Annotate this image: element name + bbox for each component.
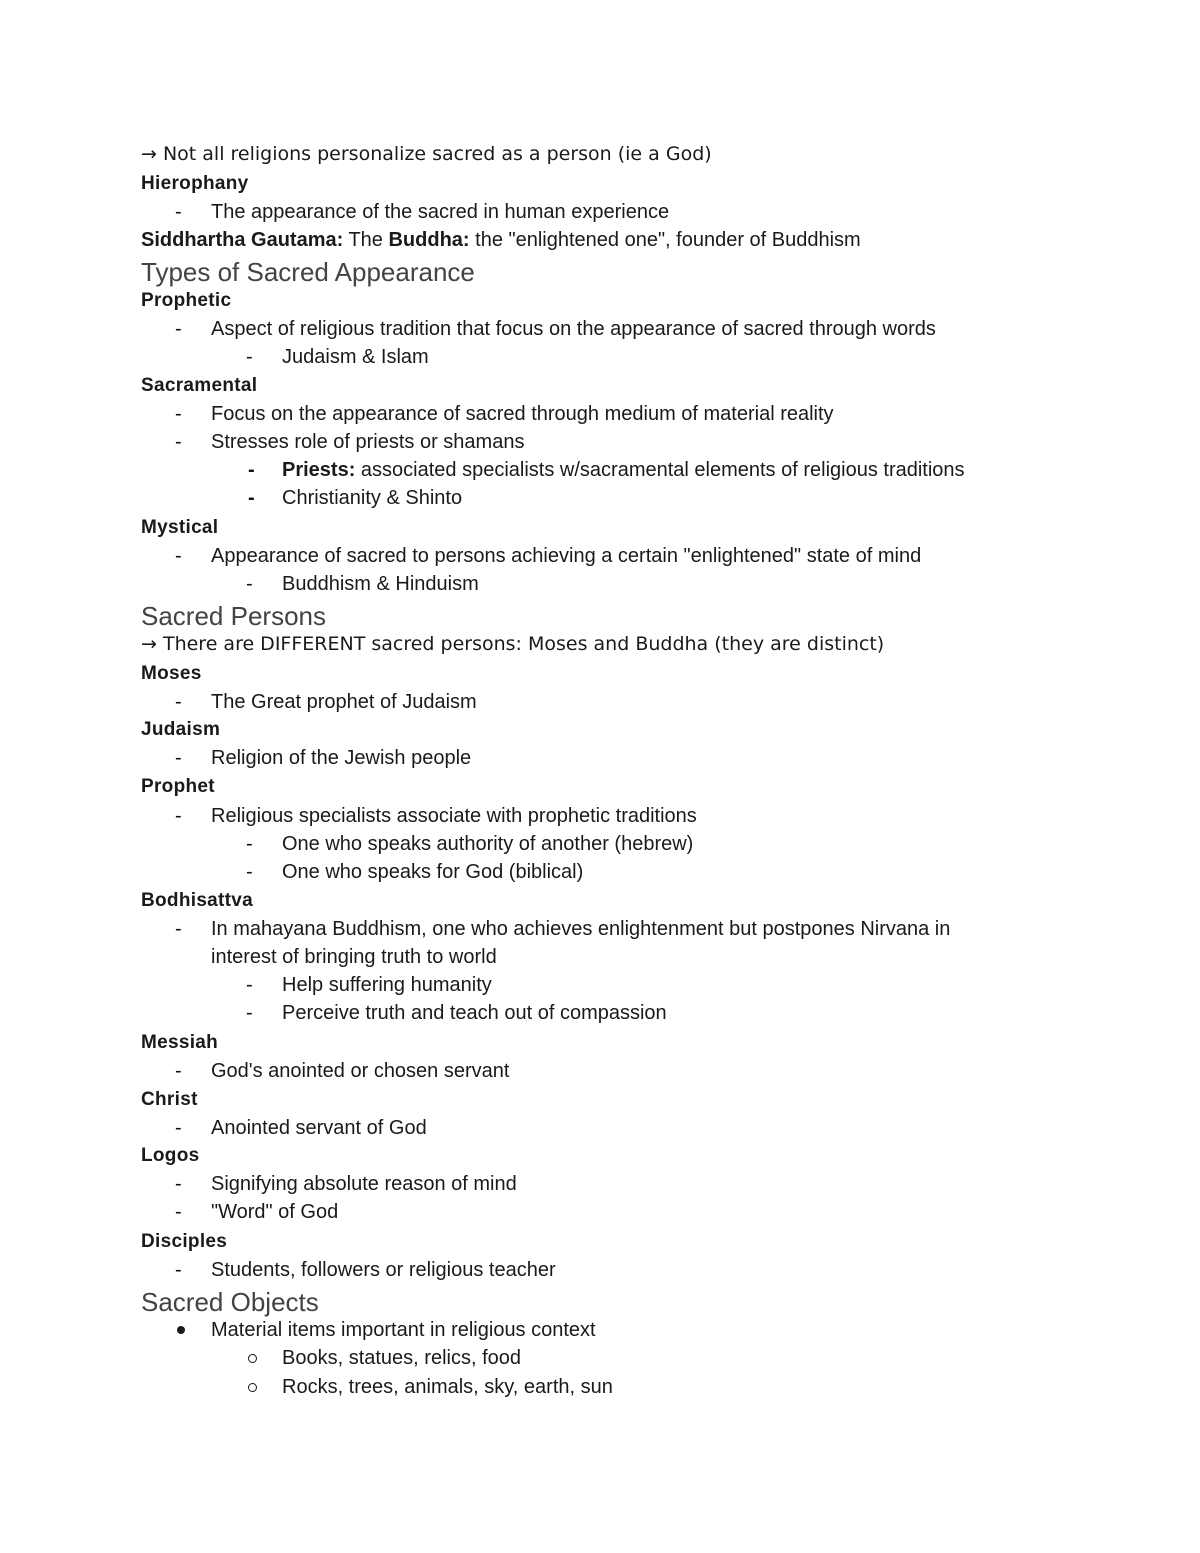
sacred-objects-sub-1: Books, statues, relics, food xyxy=(282,1347,522,1369)
term-christ: Christ xyxy=(141,1089,198,1110)
dash-marker: - xyxy=(175,1259,182,1281)
sacred-objects-sub-2: Rocks, trees, animals, sky, earth, sun xyxy=(282,1376,613,1398)
judaism-definition: Religion of the Jewish people xyxy=(211,747,472,769)
bodhisattva-sub-1: Help suffering humanity xyxy=(282,974,492,996)
dash-marker: - xyxy=(175,431,182,453)
intro-arrow-note: → Not all religions personalize sacred as a person (ie a God) xyxy=(141,143,712,165)
dash-marker: - xyxy=(175,318,182,340)
prophetic-definition: Aspect of religious tradition that focus on the appearance of sacred through words xyxy=(211,318,936,340)
hollow-bullet-icon xyxy=(248,1383,257,1392)
prophetic-example: Judaism & Islam xyxy=(282,346,429,368)
mystical-definition: Appearance of sacred to persons achieving a certain "enlightened" state of mind xyxy=(211,545,922,567)
dash-marker: - xyxy=(175,201,182,223)
filled-bullet-icon xyxy=(177,1326,185,1334)
term-prophet: Prophet xyxy=(141,776,215,797)
priests-term: Priests: xyxy=(282,459,356,481)
dash-marker: - xyxy=(248,459,255,481)
prophet-sub-2: One who speaks for God (biblical) xyxy=(282,861,584,883)
mystical-example: Buddhism & Hinduism xyxy=(282,573,479,595)
dash-marker: - xyxy=(175,1060,182,1082)
dash-marker: - xyxy=(246,861,253,883)
moses-definition: The Great prophet of Judaism xyxy=(211,691,477,713)
siddhartha-the: The xyxy=(343,229,389,251)
heading-sacred-persons: Sacred Persons xyxy=(141,601,326,631)
dash-marker: - xyxy=(175,1201,182,1223)
dash-marker: - xyxy=(246,833,253,855)
priests-definition: associated specialists w/sacramental elements of religious traditions xyxy=(355,459,965,481)
dash-marker: - xyxy=(175,691,182,713)
sacramental-example: Christianity & Shinto xyxy=(282,487,463,509)
term-bodhisattva: Bodhisattva xyxy=(141,890,254,911)
sacramental-definition-2: Stresses role of priests or shamans xyxy=(211,431,525,453)
dash-marker: - xyxy=(246,573,253,595)
bodhisattva-sub-2: Perceive truth and teach out of compassion xyxy=(282,1002,667,1024)
siddhartha-description: the "enlightened one", founder of Buddhism xyxy=(469,229,861,251)
messiah-definition: God's anointed or chosen servant xyxy=(211,1060,510,1082)
dash-marker: - xyxy=(246,974,253,996)
christ-definition: Anointed servant of God xyxy=(211,1117,427,1139)
term-hierophany: Hierophany xyxy=(141,173,249,194)
dash-marker: - xyxy=(248,487,255,509)
disciples-definition: Students, followers or religious teacher xyxy=(211,1259,556,1281)
logos-definition-1: Signifying absolute reason of mind xyxy=(211,1173,517,1195)
prophet-definition: Religious specialists associate with prophetic traditions xyxy=(211,805,697,827)
heading-types-of-sacred-appearance: Types of Sacred Appearance xyxy=(141,257,475,287)
dash-marker: - xyxy=(175,1173,182,1195)
dash-marker: - xyxy=(175,918,182,940)
term-logos: Logos xyxy=(141,1145,200,1166)
hierophany-definition: The appearance of the sacred in human experience xyxy=(211,201,670,223)
term-judaism: Judaism xyxy=(141,719,221,740)
sacramental-definition-1: Focus on the appearance of sacred through medium of material reality xyxy=(211,403,834,425)
prophet-sub-1: One who speaks authority of another (hebrew) xyxy=(282,833,694,855)
bodhisattva-definition-line-1: In mahayana Buddhism, one who achieves enlightenment but postpones Nirvana in xyxy=(211,918,951,940)
buddha-term: Buddha: xyxy=(388,229,470,251)
dash-marker: - xyxy=(175,403,182,425)
heading-sacred-objects: Sacred Objects xyxy=(141,1287,319,1317)
priests-line xyxy=(282,456,965,484)
term-messiah: Messiah xyxy=(141,1032,219,1053)
term-disciples: Disciples xyxy=(141,1231,228,1252)
logos-definition-2: "Word" of God xyxy=(211,1201,339,1223)
term-moses: Moses xyxy=(141,663,202,684)
siddhartha-line xyxy=(141,226,861,254)
hollow-bullet-icon xyxy=(248,1354,257,1363)
dash-marker: - xyxy=(175,545,182,567)
term-sacramental: Sacramental xyxy=(141,375,258,396)
dash-marker: - xyxy=(175,1117,182,1139)
term-prophetic: Prophetic xyxy=(141,290,232,311)
siddhartha-name: Siddhartha Gautama: xyxy=(141,229,344,251)
dash-marker: - xyxy=(175,747,182,769)
dash-marker: - xyxy=(175,805,182,827)
bodhisattva-definition-line-2: interest of bringing truth to world xyxy=(211,946,497,968)
term-mystical: Mystical xyxy=(141,517,219,538)
persons-arrow-note: → There are DIFFERENT sacred persons: Moses and Buddha (they are distinct) xyxy=(141,633,885,655)
sacred-objects-definition: Material items important in religious context xyxy=(211,1319,596,1341)
dash-marker: - xyxy=(246,346,253,368)
dash-marker: - xyxy=(246,1002,253,1024)
